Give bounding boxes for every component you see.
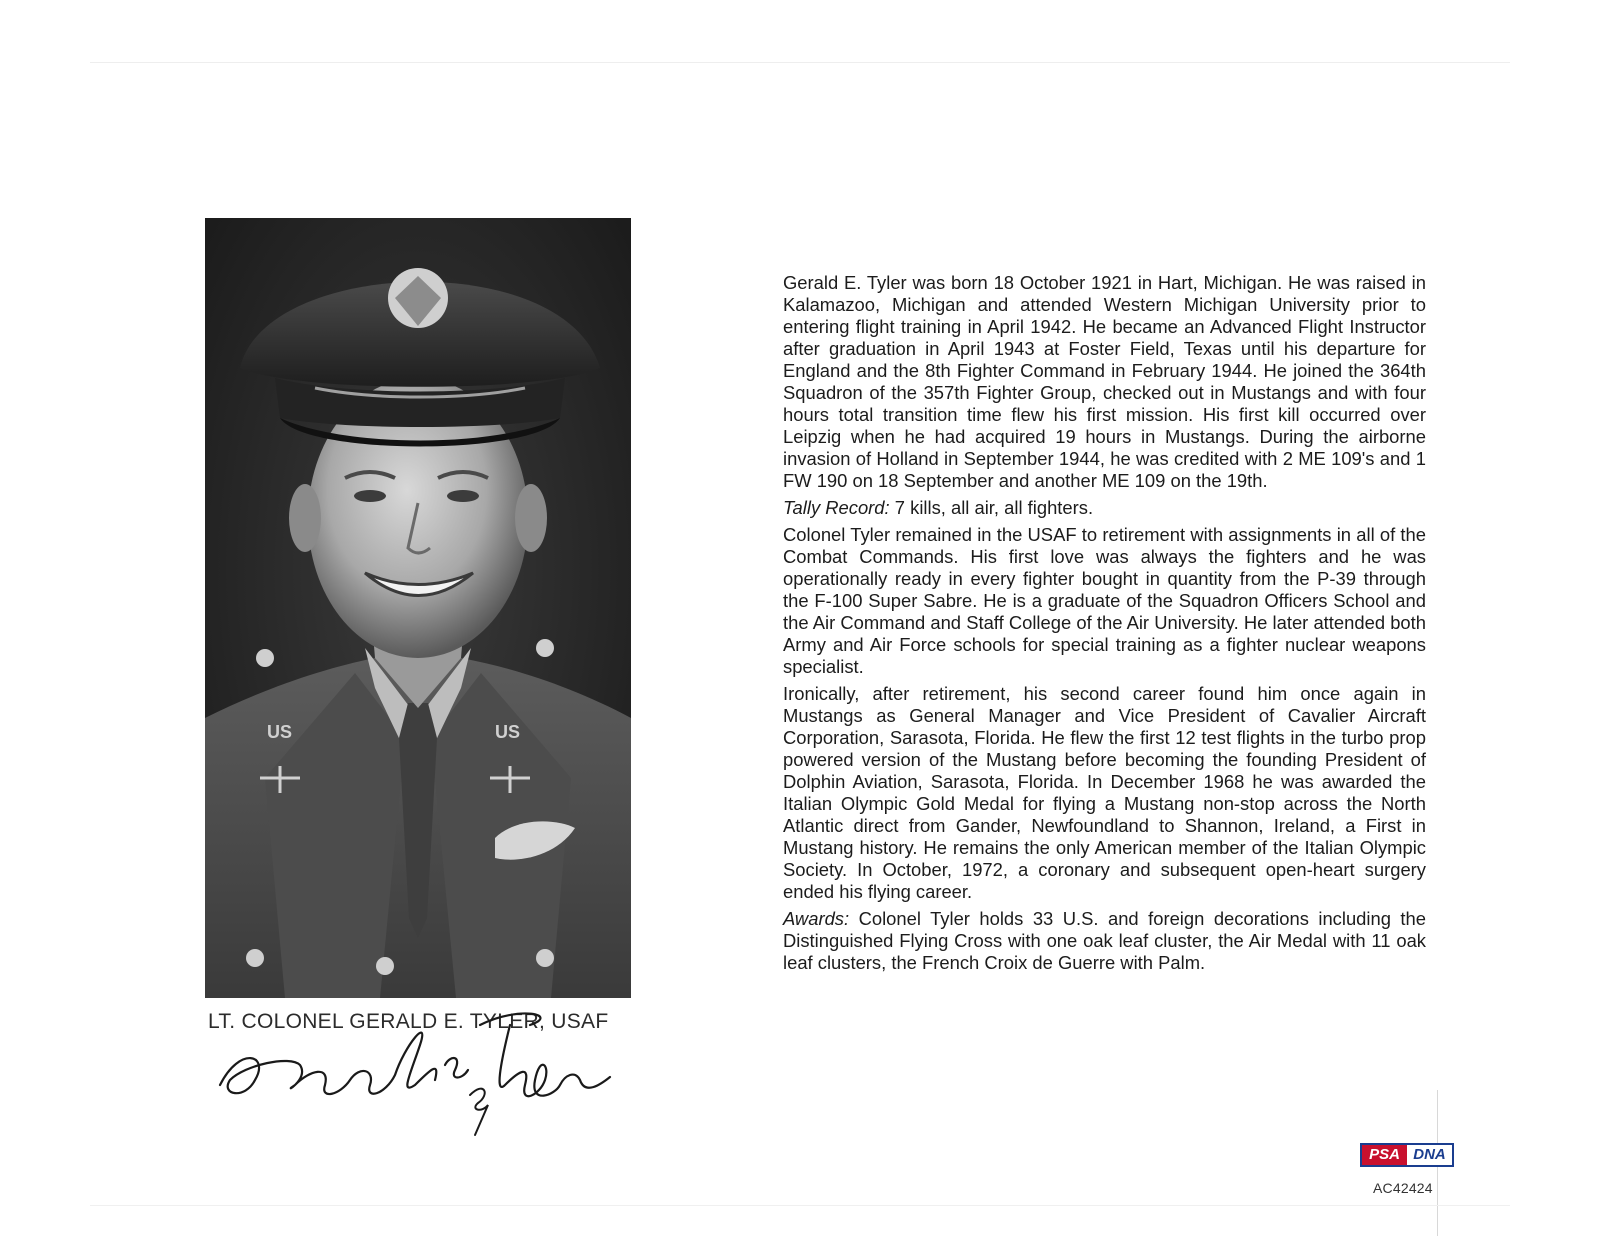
awards-label: Awards: bbox=[783, 908, 850, 929]
svg-text:US: US bbox=[495, 722, 521, 742]
portrait-illustration bbox=[205, 218, 631, 998]
bio-tally-record bbox=[783, 497, 1426, 519]
photo-caption: LT. COLONEL GERALD E. TYLER, USAF bbox=[208, 1010, 609, 1033]
autograph-signature bbox=[200, 985, 620, 1145]
bio-paragraph-early-life: Gerald E. Tyler was born 18 October 1921 in Hart, Michigan. He was raised in Kalamazoo, Michigan and attended Western Michigan University prior to entering flight training in April 1942. He became an Advanced Flight Instructor after graduation in April 1943 at Foster Field, Texas until his departure for England and the 8th Fighter Command in February 1944. He joined the 364th Squadron of the 357th Fighter Group, checked out in Mustangs and with four hours total transition time flew his first mission. His first kill occurred over Leipzig when he had acquired 19 hours in Mustangs. During the airborne invasion of Holland in September 1944, he was credited with 2 ME 109's and 1 FW 190 on 18 September and another ME 109 on the 19th. bbox=[783, 272, 1426, 491]
bio-awards bbox=[783, 908, 1426, 974]
awards-value: Colonel Tyler holds 33 U.S. and foreign decorations including the Distinguished Flying Cross with one oak leaf cluster, the Air Medal with 11 oak leaf clusters, the French Croix de Guerre with Palm. bbox=[783, 908, 1426, 973]
tally-record-value: 7 kills, all air, all fighters. bbox=[894, 497, 1094, 518]
biography-text bbox=[783, 272, 1426, 979]
scan-edge-top bbox=[90, 62, 1510, 63]
tally-record-label: Tally Record: bbox=[783, 497, 890, 518]
authentication-logo-right: DNA bbox=[1407, 1145, 1452, 1165]
certificate-number: AC42424 bbox=[1373, 1180, 1433, 1196]
svg-text:US: US bbox=[267, 722, 293, 742]
portrait-photo bbox=[205, 218, 631, 998]
authentication-logo-left: PSA bbox=[1362, 1145, 1407, 1165]
bio-paragraph-retirement: Ironically, after retirement, his second career found him once again in Mustangs as General Manager and Vice President of Cavalier Aircraft Corporation, Sarasota, Florida. He flew the first 12 test flights in the turbo prop powered version of the Mustang before becoming the founding President of Dolphin Aviation, Sarasota, Florida. In December 1968 he was awarded the Italian Olympic Gold Medal for flying a Mustang non-stop across the North Atlantic direct from Gander, Newfoundland to Shannon, Ireland, a First in Mustang history. He remains the only American member of the Italian Olympic Society. In October, 1972, a coronary and subsequent open-heart surgery ended his flying career. bbox=[783, 683, 1426, 902]
scan-edge-bottom bbox=[90, 1205, 1510, 1206]
bio-paragraph-career: Colonel Tyler remained in the USAF to retirement with assignments in all of the Combat Commands. His first love was always the fighters and he was operationally ready in every fighter bought in quantity from the P-39 through the F-100 Super Sabre. He is a graduate of the Squadron Officers School and the Air Command and Staff College of the Air University. He later attended both Army and Air Force schools for special training as a fighter nuclear weapons specialist. bbox=[783, 524, 1426, 677]
authentication-logo bbox=[1360, 1143, 1454, 1167]
